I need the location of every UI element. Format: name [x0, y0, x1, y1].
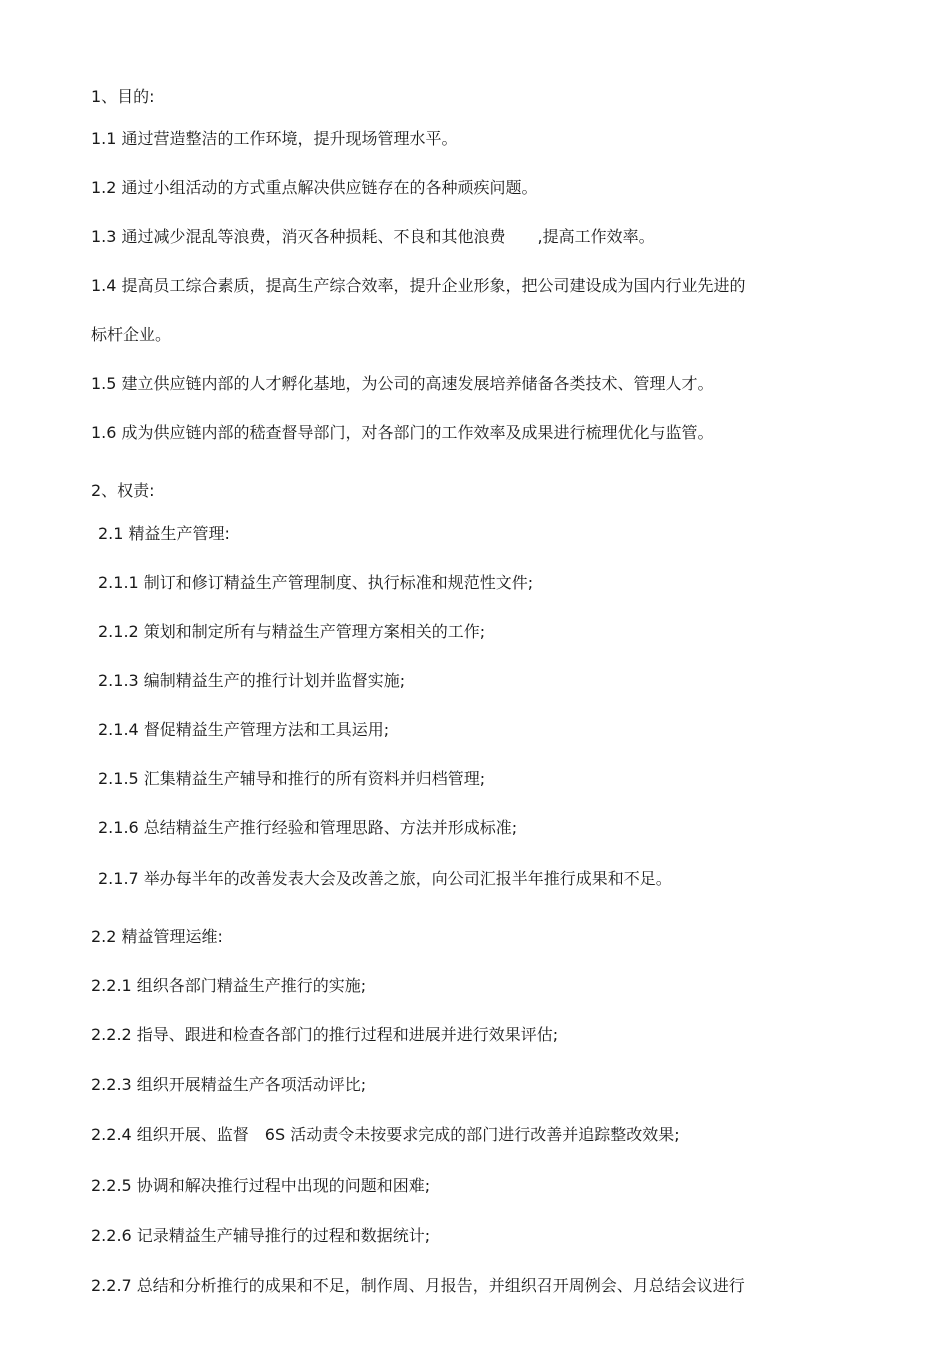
item-2-1-6: 2.1.6 总结精益生产推行经验和管理思路、方法并形成标准; — [98, 818, 518, 837]
heading-responsibilities: 2、权责: — [91, 481, 155, 500]
item-2-2-5: 2.2.5 协调和解决推行过程中出现的问题和困难; — [91, 1176, 431, 1195]
paragraph-1-4-cont: 标杆企业。 — [91, 325, 172, 344]
item-2-2-7: 2.2.7 总结和分析推行的成果和不足，制作周、月报告，并组织召开周例会、月总结会议进行 — [91, 1276, 745, 1295]
item-2-1-3: 2.1.3 编制精益生产的推行计划并监督实施; — [98, 671, 406, 690]
item-2-1-7: 2.1.7 举办每半年的改善发表大会及改善之旅，向公司汇报半年推行成果和不足。 — [98, 869, 672, 888]
heading-2-2: 2.2 精益管理运维: — [91, 927, 223, 946]
paragraph-1-1: 1.1 通过营造整洁的工作环境，提升现场管理水平。 — [91, 129, 458, 148]
item-2-2-1: 2.2.1 组织各部门精益生产推行的实施; — [91, 976, 367, 995]
heading-purpose: 1、目的: — [91, 87, 155, 106]
paragraph-1-6: 1.6 成为供应链内部的嵇查督导部门，对各部门的工作效率及成果进行梳理优化与监管。 — [91, 423, 714, 442]
item-2-1-1: 2.1.1 制订和修订精益生产管理制度、执行标准和规范性文件; — [98, 573, 534, 592]
paragraph-1-2: 1.2 通过小组活动的方式重点解决供应链存在的各种顽疾问题。 — [91, 178, 538, 197]
item-2-1-5: 2.1.5 汇集精益生产辅导和推行的所有资料并归档管理; — [98, 769, 486, 788]
paragraph-1-5: 1.5 建立供应链内部的人才孵化基地，为公司的高速发展培养储备各类技术、管理人才。 — [91, 374, 714, 393]
item-2-1-2: 2.1.2 策划和制定所有与精益生产管理方案相关的工作; — [98, 622, 486, 641]
item-2-2-4: 2.2.4 组织开展、监督 6S 活动责令未按要求完成的部门进行改善并追踪整改效果; — [91, 1125, 680, 1144]
item-2-2-2: 2.2.2 指导、跟进和检查各部门的推行过程和进展并进行效果评估; — [91, 1025, 559, 1044]
heading-2-1: 2.1 精益生产管理: — [98, 524, 230, 543]
item-2-2-3: 2.2.3 组织开展精益生产各项活动评比; — [91, 1075, 367, 1094]
item-2-1-4: 2.1.4 督促精益生产管理方法和工具运用; — [98, 720, 390, 739]
item-2-2-6: 2.2.6 记录精益生产辅导推行的过程和数据统计; — [91, 1226, 431, 1245]
paragraph-1-4: 1.4 提高员工综合素质，提高生产综合效率，提升企业形象，把公司建设成为国内行业先进的 — [91, 276, 746, 295]
paragraph-1-3: 1.3 通过减少混乱等浪费，消灭各种损耗、不良和其他浪费 ,提高工作效率。 — [91, 227, 655, 246]
